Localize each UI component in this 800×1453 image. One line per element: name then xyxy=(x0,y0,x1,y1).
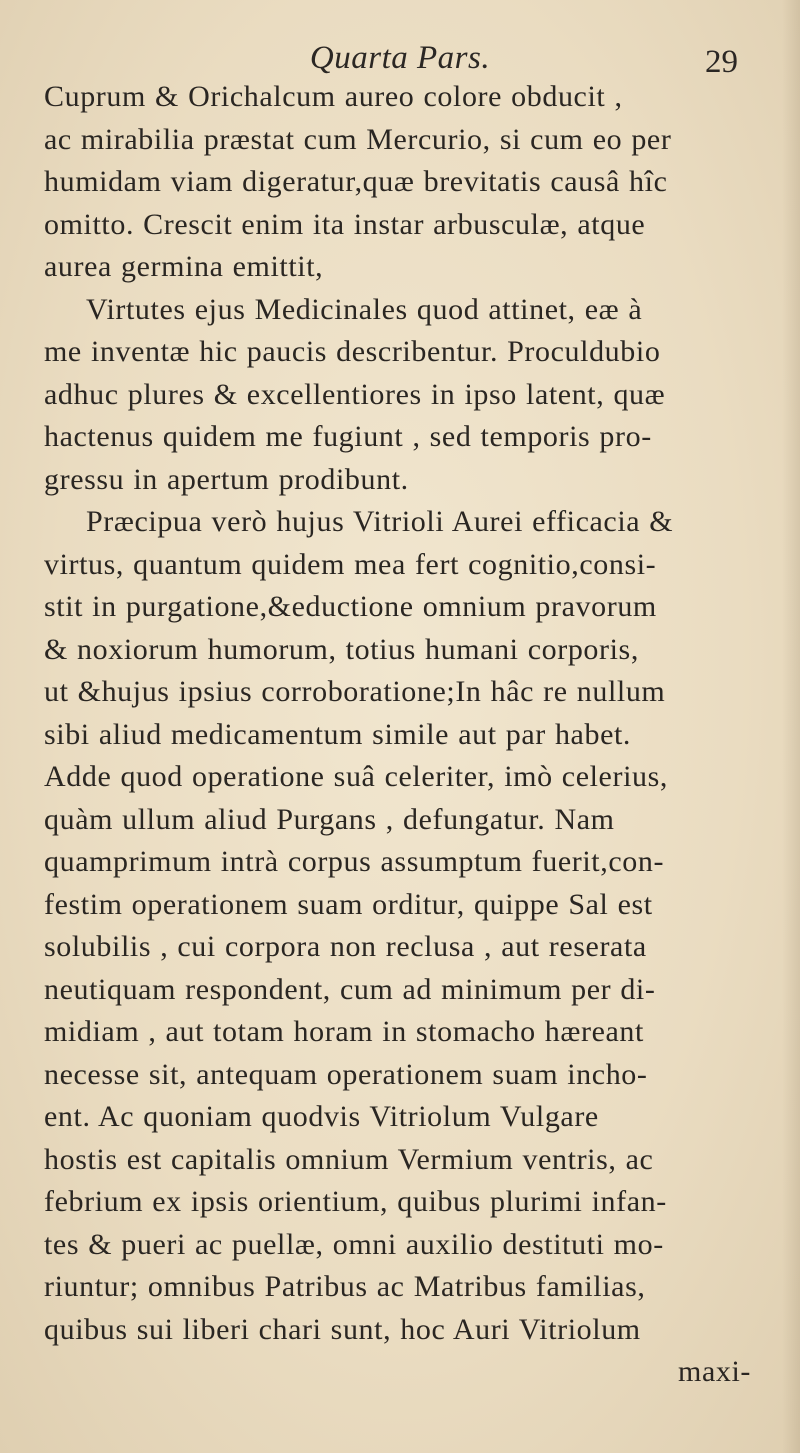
text-line: festim operationem suam orditur, quippe Sal est xyxy=(44,887,653,921)
text-line: humidam viam digeratur,quæ brevitatis causâ hîc xyxy=(44,165,668,198)
text-line: quàm ullum aliud Purgans , defungatur. Nam xyxy=(44,802,615,836)
text-line: sibi aliud medicamentum simile aut par habet. xyxy=(44,717,632,751)
text-line: stit in purgatione,&eductione omnium pravorum xyxy=(44,590,657,623)
text-line: ut &hujus ipsius corroboratione;In hâc re nullum xyxy=(44,675,666,708)
text-line: neutiquam respondent, cum ad minimum per di- xyxy=(44,972,656,1006)
text-line: hactenus quidem me fugiunt , sed temporis pro- xyxy=(44,420,652,453)
text-line: omitto. Crescit enim ita instar arbusculæ, atque xyxy=(44,207,646,241)
text-line: Cuprum & Orichalcum aureo colore obducit , xyxy=(44,80,623,113)
text-line: hostis est capitalis omnium Vermium ventris, ac xyxy=(44,1142,654,1176)
text-line: Adde quod operatione suâ celeriter, imò celerius, xyxy=(44,760,668,793)
catchword: maxi- xyxy=(678,1355,751,1388)
text-line: adhuc plures & excellentiores in ipso latent, quæ xyxy=(44,377,666,411)
text-line: virtus, quantum quidem mea fert cognitio,consi- xyxy=(44,547,657,581)
text-line: quibus sui liberi chari sunt, hoc Auri Vitriolum xyxy=(44,1312,641,1346)
text-line: Virtutes ejus Medicinales quod attinet, eæ à xyxy=(86,292,643,326)
running-title: Quarta Pars. xyxy=(309,40,491,76)
text-line: febrium ex ipsis orientium, quibus plurimi infan- xyxy=(44,1185,667,1218)
text-line: gressu in apertum prodibunt. xyxy=(44,462,409,496)
text-line: & noxiorum humorum, totius humani corporis, xyxy=(44,632,639,666)
page-number: 29 xyxy=(705,44,738,80)
text-line: ac mirabilia præstat cum Mercurio, si cum eo per xyxy=(44,122,672,156)
text-line: Præcipua verò hujus Vitrioli Aurei efficacia & xyxy=(86,505,674,538)
text-line: ent. Ac quoniam quodvis Vitriolum Vulgare xyxy=(44,1100,599,1133)
text-line: solubilis , cui corpora non reclusa , aut reserata xyxy=(44,930,647,963)
text-line: me inventæ hic paucis describentur. Proculdubio xyxy=(44,335,661,368)
body-text xyxy=(44,76,779,1394)
text-line: midiam , aut totam horam in stomacho hæreant xyxy=(44,1015,644,1048)
text-line: riuntur; omnibus Patribus ac Matribus familias, xyxy=(44,1270,646,1303)
text-line: quamprimum intrà corpus assumptum fuerit,con- xyxy=(44,845,665,878)
text-line: necesse sit, antequam operationem suam incho- xyxy=(44,1057,648,1091)
text-line: aurea germina emittit, xyxy=(44,250,324,283)
text-line: tes & pueri ac puellæ, omni auxilio destituti mo- xyxy=(44,1227,664,1261)
page-edge-shadow xyxy=(782,0,800,1453)
